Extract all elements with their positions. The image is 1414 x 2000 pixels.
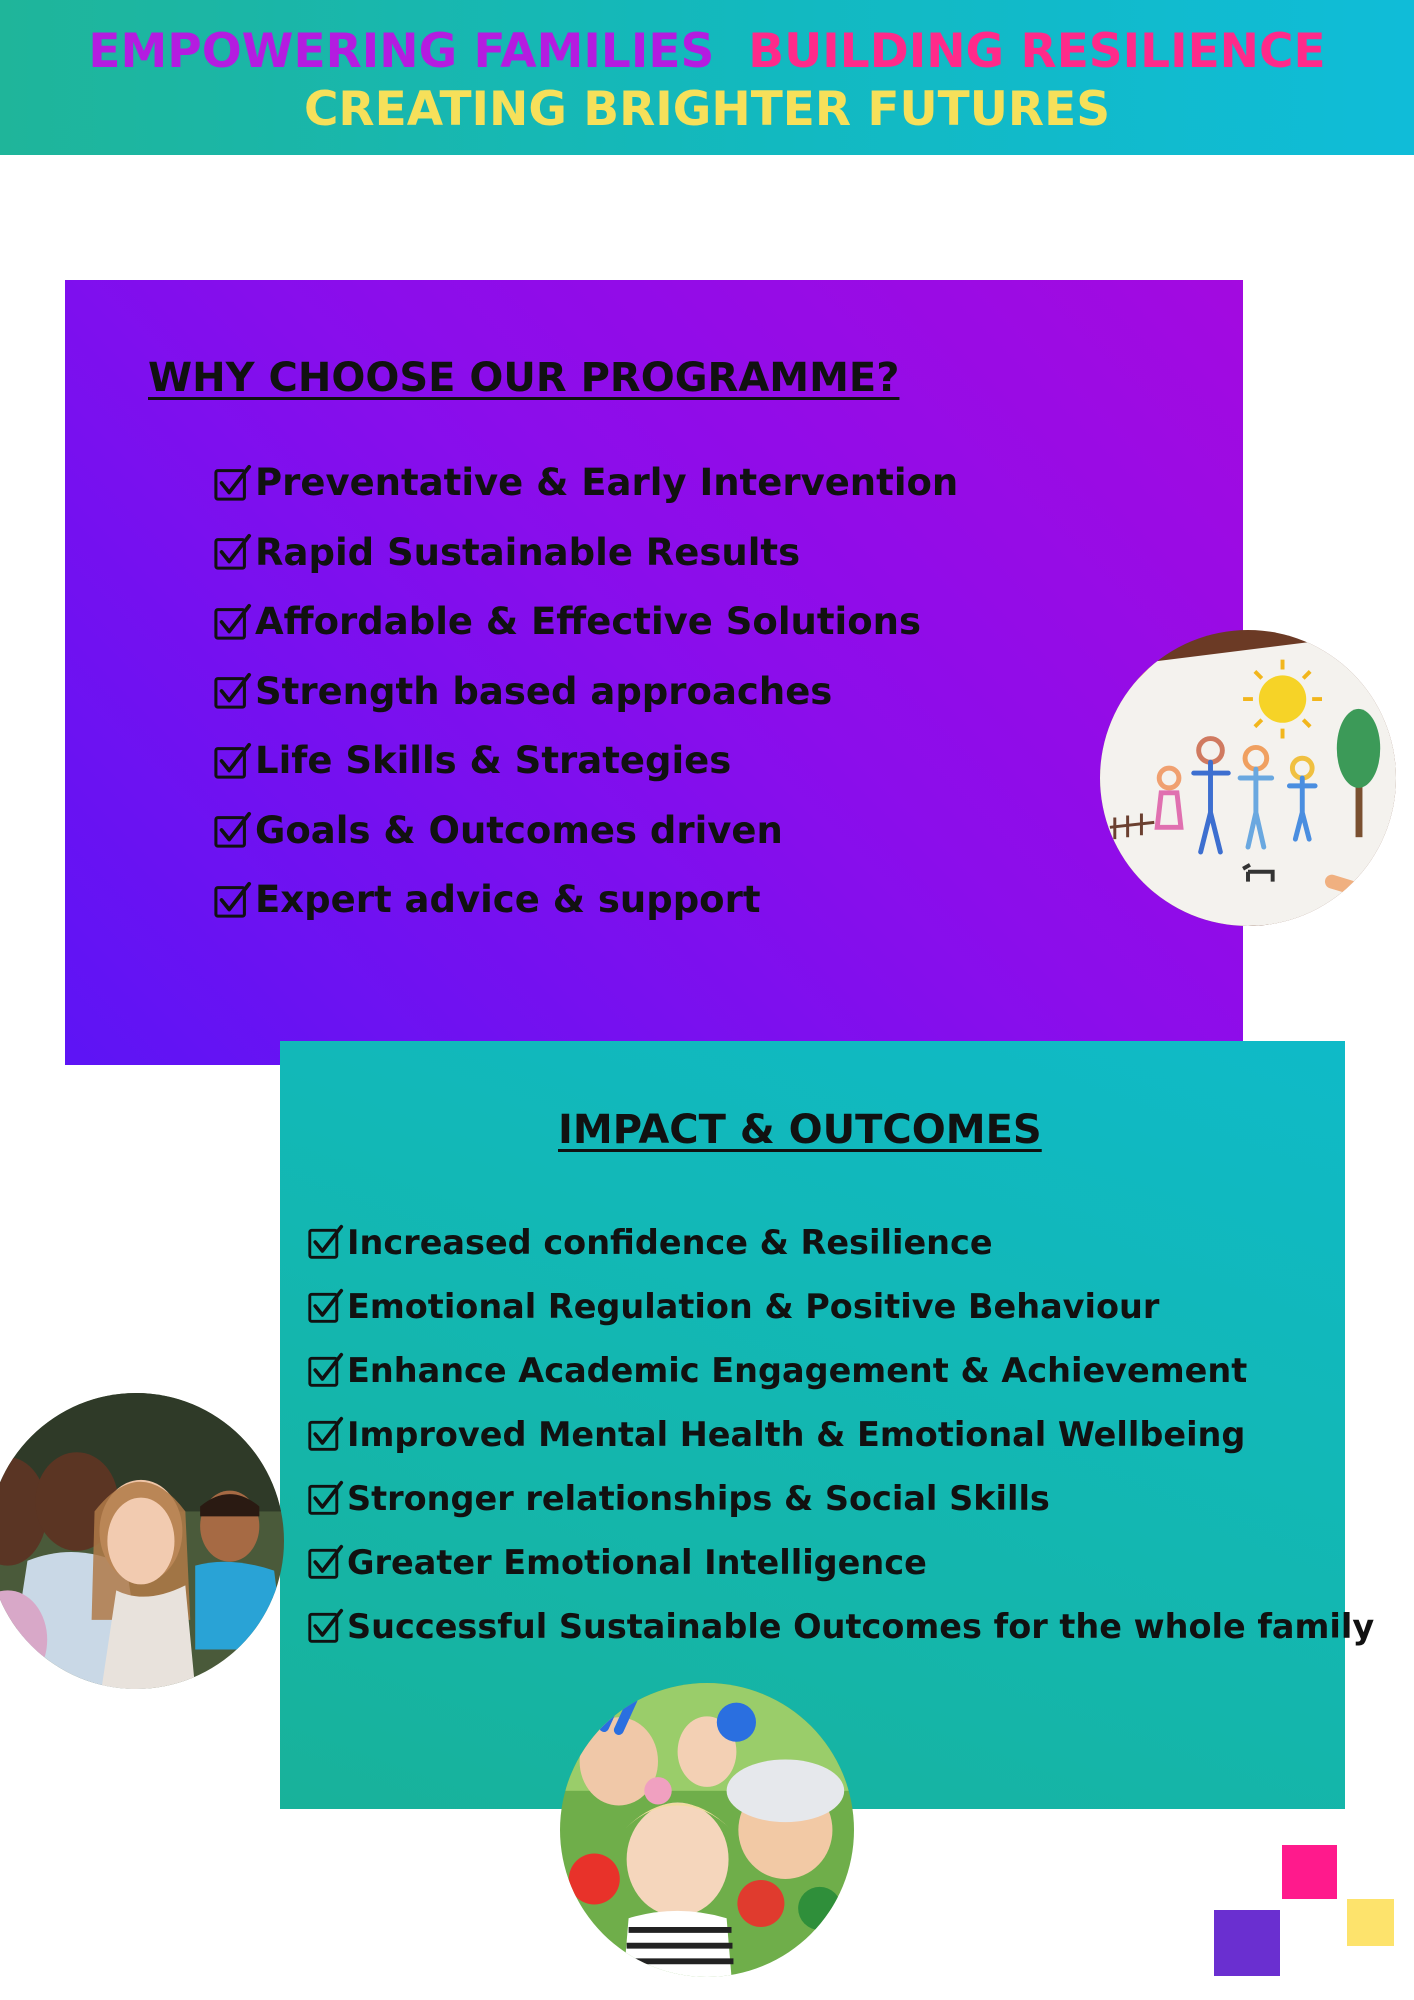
list-item-label: Affordable & Effective Solutions	[255, 600, 921, 644]
list-item	[308, 1210, 1374, 1274]
list-item	[214, 726, 958, 796]
decor-square-violet	[1214, 1910, 1280, 1976]
impact-outcomes-list	[308, 1210, 1374, 1658]
list-item	[308, 1402, 1374, 1466]
list-item-label: Goals & Outcomes driven	[255, 808, 783, 852]
why-choose-list	[214, 448, 958, 935]
checkbox-icon	[308, 1352, 344, 1388]
checkbox-icon	[308, 1224, 344, 1260]
list-item-label: Successful Sustainable Outcomes for the whole family	[347, 1606, 1375, 1646]
list-item	[308, 1466, 1374, 1530]
list-item	[214, 448, 958, 518]
checkbox-icon	[214, 672, 252, 710]
why-choose-heading: WHY CHOOSE OUR PROGRAMME?	[148, 355, 900, 401]
list-item	[214, 518, 958, 588]
list-item-label: Rapid Sustainable Results	[255, 530, 801, 574]
checkbox-icon	[214, 603, 252, 641]
family-portrait-illustration	[0, 1393, 284, 1689]
checkbox-icon	[308, 1608, 344, 1644]
banner-creating-brighter-futures: CREATING BRIGHTER FUTURES	[303, 82, 1111, 137]
list-item-label: Preventative & Early Intervention	[255, 461, 959, 505]
checkbox-icon	[214, 464, 252, 502]
checkbox-icon	[214, 811, 252, 849]
list-item	[308, 1338, 1374, 1402]
list-item	[214, 796, 958, 866]
list-item	[308, 1594, 1374, 1658]
decor-square-pink	[1282, 1845, 1337, 1899]
list-item-label: Expert advice & support	[255, 878, 761, 922]
checkbox-icon	[308, 1416, 344, 1452]
banner-empowering-families: EMPOWERING FAMILIES	[88, 24, 715, 79]
checkbox-icon	[308, 1480, 344, 1516]
list-item-label: Greater Emotional Intelligence	[347, 1542, 927, 1582]
list-item	[214, 865, 958, 935]
list-item-label: Life Skills & Strategies	[255, 739, 732, 783]
checkbox-icon	[308, 1288, 344, 1324]
checkbox-icon	[308, 1544, 344, 1580]
list-item-label: Stronger relationships & Social Skills	[347, 1478, 1050, 1518]
header-banner	[0, 0, 1414, 155]
list-item-label: Increased confidence & Resilience	[347, 1222, 993, 1262]
kids-painted-hands-photo	[560, 1683, 854, 1977]
why-choose-panel	[65, 280, 1243, 1065]
family-drawing-photo	[1100, 630, 1396, 926]
checkbox-icon	[214, 881, 252, 919]
banner-building-resilience: BUILDING RESILIENCE	[748, 24, 1326, 79]
checkbox-icon	[214, 533, 252, 571]
family-drawing-illustration	[1100, 630, 1396, 926]
impact-outcomes-heading: IMPACT & OUTCOMES	[558, 1107, 1042, 1153]
checkbox-icon	[214, 742, 252, 780]
banner-line-1	[0, 24, 1414, 79]
list-item	[308, 1530, 1374, 1594]
impact-outcomes-panel	[280, 1041, 1375, 1809]
decor-square-yellow	[1347, 1899, 1394, 1946]
list-item	[214, 657, 958, 727]
list-item-label: Improved Mental Health & Emotional Wellbeing	[347, 1414, 1246, 1454]
list-item-label: Enhance Academic Engagement & Achievement	[347, 1350, 1248, 1390]
list-item	[308, 1274, 1374, 1338]
family-portrait-photo	[0, 1393, 284, 1689]
list-item	[214, 587, 958, 657]
kids-painted-hands-illustration	[560, 1683, 854, 1977]
list-item-label: Strength based approaches	[255, 669, 833, 713]
list-item-label: Emotional Regulation & Positive Behaviour	[347, 1286, 1160, 1326]
